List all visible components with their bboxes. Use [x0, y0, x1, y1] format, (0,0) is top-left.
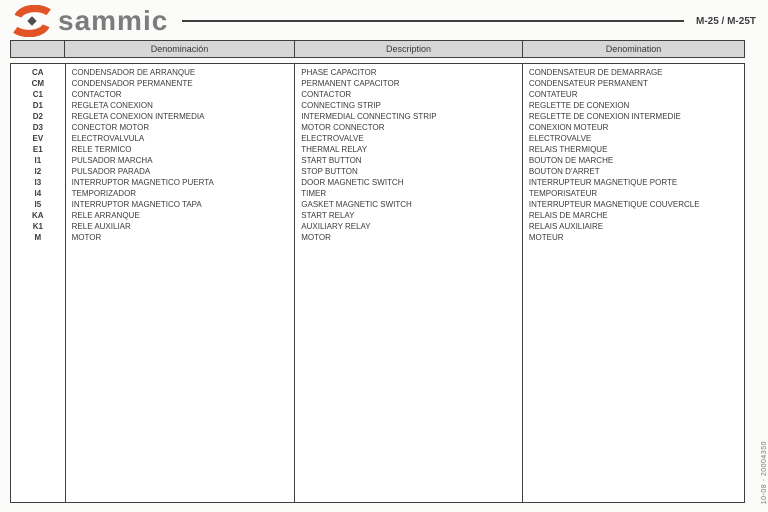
brand-wordmark: sammic	[58, 5, 169, 36]
cell-es: REGLETA CONEXION	[65, 100, 295, 111]
cell-fr: CONDENSATEUR DE DEMARRAGE	[522, 67, 744, 78]
cell-en: INTERMEDIAL CONNECTING STRIP	[295, 111, 523, 122]
cell-fr: MOTEUR	[522, 232, 744, 243]
cell-en: ELECTROVALVE	[295, 133, 523, 144]
cell-code: CM	[31, 79, 45, 88]
header-cell-code	[10, 40, 65, 58]
table-row	[11, 210, 744, 221]
cell-en: MOTOR CONNECTOR	[295, 122, 523, 133]
cell-fr: CONDENSATEUR PERMANENT	[522, 78, 744, 89]
cell-es: RELE AUXILIAR	[65, 221, 295, 232]
cell-fr: CONEXION MOTEUR	[522, 122, 744, 133]
model-label: M-25 / M-25T	[695, 15, 756, 27]
cell-en: TIMER	[295, 188, 523, 199]
page-header	[10, 4, 756, 38]
cell-es: PULSADOR PARADA	[65, 166, 295, 177]
cell-en: PHASE CAPACITOR	[295, 67, 523, 78]
cell-en: DOOR MAGNETIC SWITCH	[295, 177, 523, 188]
table-row	[11, 122, 744, 133]
document-code-vertical: 10-08 - 20004350	[761, 440, 768, 504]
sammic-logo-icon	[10, 5, 54, 37]
cell-es: PULSADOR MARCHA	[65, 155, 295, 166]
cell-fr	[522, 243, 744, 502]
cell-code: M	[34, 233, 42, 242]
cell-fr: REGLETTE DE CONEXION INTERMEDIE	[522, 111, 744, 122]
cell-fr: RELAIS AUXILIAIRE	[522, 221, 744, 232]
cell-code: I5	[34, 200, 42, 209]
cell-fr: REGLETTE DE CONEXION	[522, 100, 744, 111]
table-row	[11, 89, 744, 100]
legend-table	[10, 63, 745, 503]
cell-code: D2	[32, 112, 43, 121]
cell-code	[11, 243, 65, 502]
header-cell-description: Description	[295, 40, 523, 58]
table-row	[11, 166, 744, 177]
cell-es: CONECTOR MOTOR	[65, 122, 295, 133]
table-row	[11, 78, 744, 89]
cell-en: CONNECTING STRIP	[295, 100, 523, 111]
cell-code: D1	[32, 101, 43, 110]
cell-en: AUXILIARY RELAY	[295, 221, 523, 232]
cell-en: MOTOR	[295, 232, 523, 243]
cell-code: D3	[32, 123, 43, 132]
cell-en: THERMAL RELAY	[295, 144, 523, 155]
cell-fr: RELAIS DE MARCHE	[522, 210, 744, 221]
cell-code: I4	[34, 189, 42, 198]
header-rule	[182, 20, 684, 22]
table-row	[11, 133, 744, 144]
cell-fr: BOUTON DE MARCHE	[522, 155, 744, 166]
cell-en: STOP BUTTON	[295, 166, 523, 177]
cell-es: CONDENSADOR DE ARRANQUE	[65, 67, 295, 78]
table-row	[11, 232, 744, 243]
cell-fr: BOUTON D'ARRET	[522, 166, 744, 177]
cell-fr: INTERRUPTEUR MAGNETIQUE COUVERCLE	[522, 199, 744, 210]
table-row	[11, 111, 744, 122]
table-row	[11, 155, 744, 166]
cell-en: START RELAY	[295, 210, 523, 221]
table-row	[11, 67, 744, 78]
cell-code: I1	[34, 156, 42, 165]
cell-en: GASKET MAGNETIC SWITCH	[295, 199, 523, 210]
cell-fr: INTERRUPTEUR MAGNETIQUE PORTE	[522, 177, 744, 188]
cell-es	[65, 243, 295, 502]
cell-es: MOTOR	[65, 232, 295, 243]
cell-en	[295, 243, 523, 502]
filler-row	[11, 243, 744, 502]
cell-code: E1	[32, 145, 43, 154]
cell-code: I3	[34, 178, 42, 187]
cell-code: C1	[32, 90, 43, 99]
cell-code: I2	[34, 167, 42, 176]
cell-en: START BUTTON	[295, 155, 523, 166]
cell-es: INTERRUPTOR MAGNETICO TAPA	[65, 199, 295, 210]
table-row	[11, 100, 744, 111]
cell-es: RELE ARRANQUE	[65, 210, 295, 221]
cell-es: CONTACTOR	[65, 89, 295, 100]
table-row	[11, 144, 744, 155]
table-row	[11, 221, 744, 232]
cell-code: EV	[32, 134, 44, 143]
cell-code: CA	[32, 68, 44, 77]
table-row	[11, 199, 744, 210]
cell-es: RELE TERMICO	[65, 144, 295, 155]
cell-es: CONDENSADOR PERMANENTE	[65, 78, 295, 89]
cell-es: INTERRUPTOR MAGNETICO PUERTA	[65, 177, 295, 188]
cell-en: PERMANENT CAPACITOR	[295, 78, 523, 89]
cell-es: REGLETA CONEXION INTERMEDIA	[65, 111, 295, 122]
cell-code: K1	[32, 222, 43, 231]
header-cell-denomination: Denomination	[523, 40, 745, 58]
cell-fr: ELECTROVALVE	[522, 133, 744, 144]
cell-es: ELECTROVALVULA	[65, 133, 295, 144]
cell-fr: RELAIS THERMIQUE	[522, 144, 744, 155]
table-header-row	[10, 40, 745, 58]
header-cell-denominacion: Denominación	[65, 40, 295, 58]
table-row	[11, 188, 744, 199]
cell-fr: TEMPORISATEUR	[522, 188, 744, 199]
table-row	[11, 177, 744, 188]
cell-fr: CONTATEUR	[522, 89, 744, 100]
cell-es: TEMPORIZADOR	[65, 188, 295, 199]
cell-code: KA	[32, 211, 44, 220]
cell-en: CONTACTOR	[295, 89, 523, 100]
